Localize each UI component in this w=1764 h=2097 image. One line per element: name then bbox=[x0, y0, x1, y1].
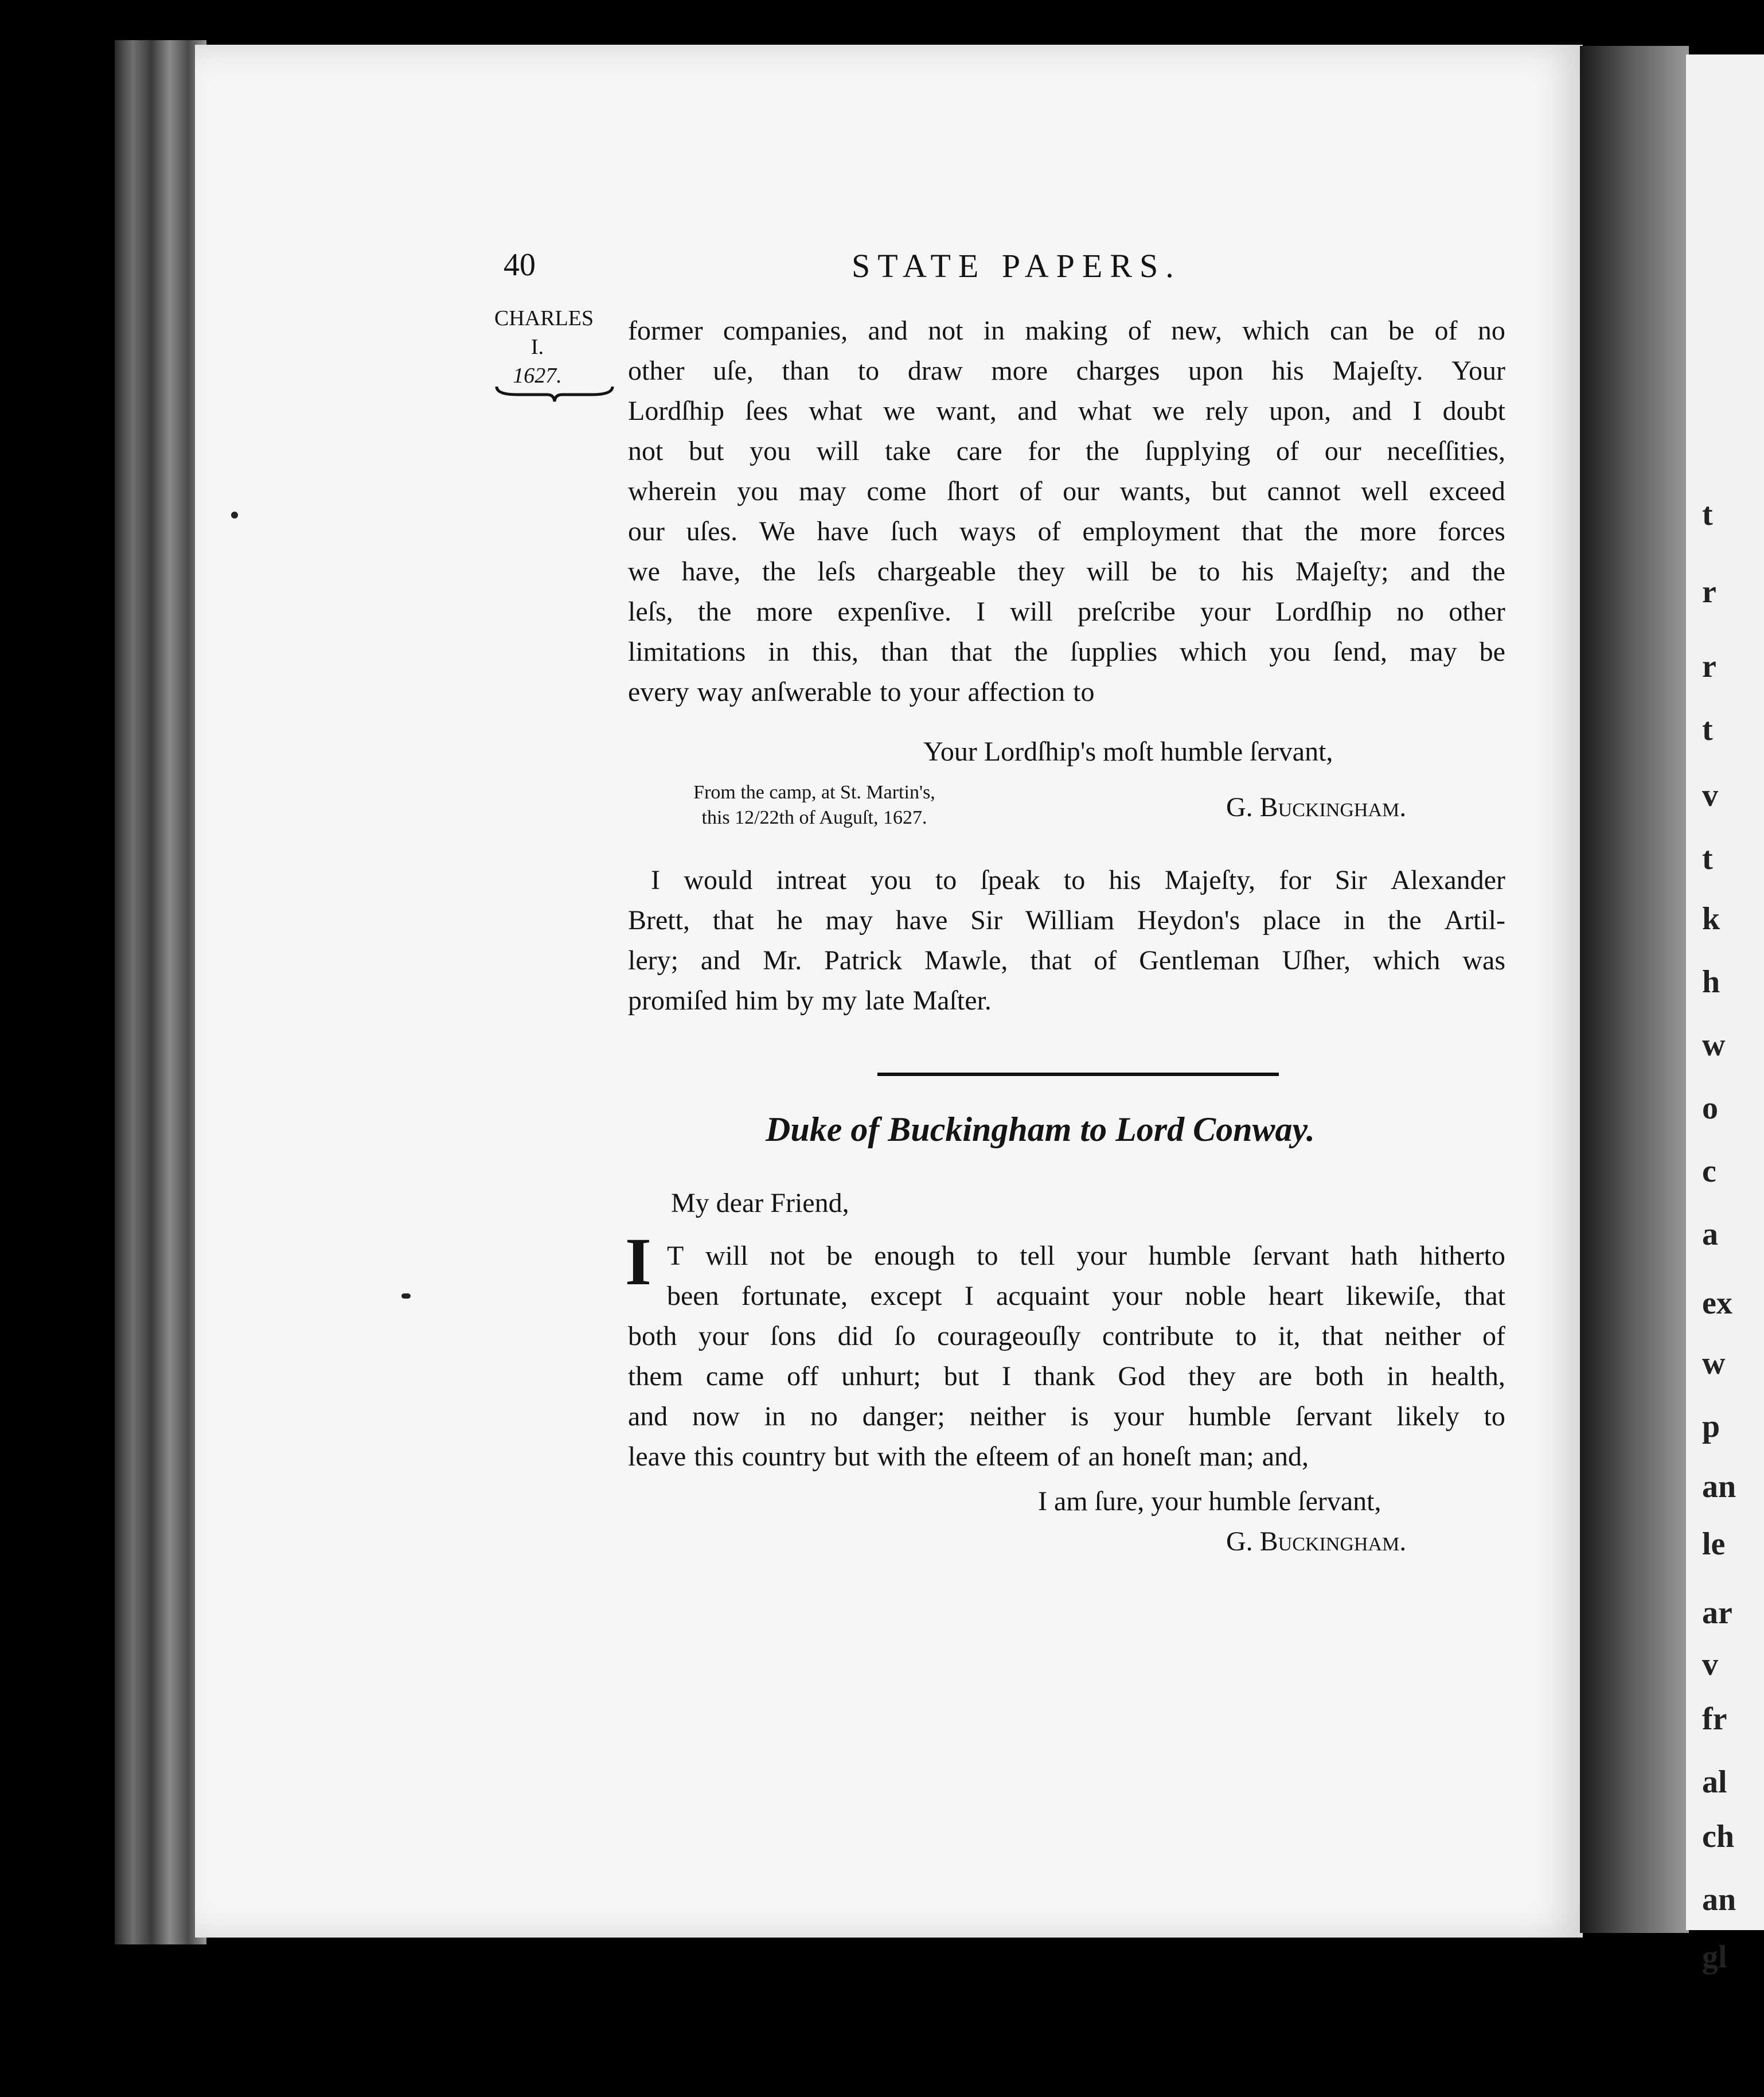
word: new, bbox=[1171, 315, 1222, 346]
word: to bbox=[857, 356, 880, 386]
letter1-signature: G. Buckingham. bbox=[1226, 792, 1407, 823]
facing-page-fragment: a bbox=[1702, 1217, 1718, 1252]
word: promiſed bbox=[628, 985, 728, 1016]
word: except bbox=[870, 1281, 942, 1311]
word: will bbox=[705, 1241, 748, 1271]
word: fortunate, bbox=[741, 1281, 848, 1311]
word: intreat bbox=[776, 865, 847, 895]
word: Gentleman bbox=[1139, 945, 1260, 976]
text-line bbox=[628, 901, 1505, 941]
word: but bbox=[834, 1441, 869, 1472]
word: and bbox=[1017, 396, 1057, 426]
word: God bbox=[1118, 1361, 1166, 1391]
margin-note-year: 1627. bbox=[513, 364, 562, 388]
word: my bbox=[821, 985, 857, 1016]
word: unhurt; bbox=[841, 1361, 921, 1391]
word: will bbox=[1010, 597, 1053, 627]
word: his bbox=[1271, 356, 1304, 386]
word: that bbox=[712, 905, 754, 936]
word: Majeſty; bbox=[1295, 556, 1389, 587]
word: to bbox=[1199, 556, 1220, 587]
word: likely bbox=[1396, 1401, 1459, 1432]
word: to bbox=[1073, 677, 1095, 707]
letter2-signature: G. Buckingham. bbox=[1226, 1526, 1407, 1557]
word: in bbox=[768, 637, 790, 667]
word: of bbox=[1434, 315, 1458, 346]
word: would bbox=[684, 865, 753, 895]
word: have bbox=[895, 905, 948, 936]
word: are bbox=[1258, 1361, 1293, 1391]
letter2-closing: I am ſure, your humble ſervant, bbox=[1038, 1486, 1381, 1517]
word: will bbox=[1086, 556, 1130, 587]
word: I bbox=[1412, 396, 1422, 426]
word: ſo bbox=[894, 1321, 916, 1351]
word: that bbox=[1464, 1281, 1505, 1311]
word: and bbox=[1410, 556, 1450, 587]
word: to bbox=[880, 677, 901, 707]
word: way bbox=[697, 677, 743, 707]
book-gutter bbox=[1580, 46, 1689, 1933]
word: well bbox=[1361, 476, 1408, 506]
word: I bbox=[651, 865, 660, 895]
word: limitations bbox=[628, 637, 746, 667]
facing-page-fragment: ch bbox=[1702, 1819, 1734, 1854]
facing-page-fragment: w bbox=[1702, 1027, 1726, 1063]
margin-note-numeral: I. bbox=[530, 335, 544, 359]
word: Heydon's bbox=[1137, 905, 1240, 936]
word: was bbox=[1462, 945, 1505, 976]
facing-page-fragment: ex bbox=[1702, 1285, 1732, 1321]
word: leſs bbox=[817, 556, 856, 587]
word: Patrick bbox=[824, 945, 903, 976]
word: they bbox=[1017, 556, 1066, 587]
word: the bbox=[697, 597, 732, 627]
word: you bbox=[1269, 637, 1311, 667]
word: which bbox=[1180, 637, 1247, 667]
text-line bbox=[628, 1236, 1505, 1276]
word: be bbox=[1151, 556, 1177, 587]
facing-page-fragment: p bbox=[1702, 1409, 1720, 1444]
facing-page-fragment: al bbox=[1702, 1764, 1727, 1800]
word: of bbox=[1094, 945, 1117, 976]
word: upon, bbox=[1269, 396, 1332, 426]
facing-page-fragment: t bbox=[1702, 712, 1713, 747]
word: former bbox=[628, 315, 703, 346]
word: every bbox=[628, 677, 689, 707]
facing-page-fragment: c bbox=[1702, 1153, 1716, 1189]
word: companies, bbox=[723, 315, 848, 346]
word: which bbox=[1373, 945, 1441, 976]
word: may bbox=[1409, 637, 1457, 667]
word: the bbox=[1086, 436, 1119, 466]
text-line bbox=[628, 391, 1505, 431]
word: uſes. bbox=[686, 516, 738, 547]
word: charges bbox=[1076, 356, 1160, 386]
word: be bbox=[1388, 315, 1415, 346]
word: want, bbox=[936, 396, 997, 426]
word: in bbox=[1343, 905, 1365, 936]
text-line bbox=[628, 941, 1505, 981]
word: is bbox=[1070, 1401, 1089, 1432]
word: likewiſe, bbox=[1346, 1281, 1442, 1311]
facing-page-fragment: fr bbox=[1702, 1701, 1727, 1737]
letter2-body bbox=[628, 1236, 1505, 1477]
word: of bbox=[1057, 1441, 1080, 1472]
word: thank bbox=[1033, 1361, 1095, 1391]
word: leſs, bbox=[628, 597, 673, 627]
letter1-body bbox=[628, 311, 1505, 712]
word: place bbox=[1262, 905, 1321, 936]
word: which bbox=[1242, 315, 1310, 346]
word: to bbox=[1484, 1401, 1505, 1432]
word: no bbox=[1396, 597, 1425, 627]
word: that bbox=[1321, 1321, 1363, 1351]
word: off bbox=[787, 1361, 819, 1391]
word: Brett, bbox=[628, 905, 690, 936]
page-speck bbox=[231, 512, 238, 519]
word: we bbox=[1152, 396, 1185, 426]
word: Uſher, bbox=[1282, 945, 1351, 976]
word: that bbox=[950, 637, 992, 667]
word: Sir bbox=[1334, 865, 1367, 895]
word: than bbox=[782, 356, 830, 386]
word: you bbox=[737, 476, 779, 506]
facing-page-fragment: an bbox=[1702, 1469, 1736, 1504]
word: we bbox=[628, 556, 660, 587]
word: humble bbox=[1188, 1401, 1271, 1432]
word: by bbox=[786, 985, 814, 1016]
word: the bbox=[1472, 556, 1505, 587]
word: more bbox=[991, 356, 1048, 386]
text-line bbox=[628, 1357, 1505, 1397]
word: enough bbox=[874, 1241, 955, 1271]
word: with bbox=[877, 1441, 926, 1472]
word: came bbox=[705, 1361, 764, 1391]
drop-cap: I bbox=[625, 1224, 651, 1299]
word: upon bbox=[1188, 356, 1244, 386]
word: anſwerable bbox=[751, 677, 872, 707]
word: draw bbox=[907, 356, 963, 386]
word: neither bbox=[969, 1401, 1046, 1432]
word: have bbox=[817, 516, 869, 547]
word: we bbox=[883, 396, 916, 426]
facing-page-fragment: v bbox=[1702, 778, 1718, 813]
word: eſteem bbox=[975, 1441, 1049, 1472]
word: Maſter. bbox=[912, 985, 992, 1016]
text-line bbox=[628, 1316, 1505, 1357]
word: doubt bbox=[1442, 396, 1505, 426]
word: both bbox=[628, 1321, 677, 1351]
text-line bbox=[628, 981, 1505, 1021]
word: danger; bbox=[862, 1401, 945, 1432]
word: your bbox=[909, 677, 960, 707]
word: rely bbox=[1205, 396, 1248, 426]
word: forces bbox=[1438, 516, 1505, 547]
word: and, bbox=[1262, 1441, 1309, 1472]
text-line bbox=[628, 552, 1505, 592]
word: honeſt bbox=[1122, 1441, 1191, 1472]
word: courageouſly bbox=[937, 1321, 1081, 1351]
word: that bbox=[1030, 945, 1072, 976]
text-line bbox=[628, 512, 1505, 552]
word: our bbox=[1063, 476, 1100, 506]
word: making bbox=[1025, 315, 1108, 346]
word: ſhort bbox=[947, 476, 999, 506]
word: other bbox=[628, 356, 685, 386]
word: Sir bbox=[970, 905, 1003, 936]
word: I bbox=[964, 1281, 974, 1311]
running-head: STATE PAPERS. bbox=[852, 247, 1181, 284]
word: him bbox=[735, 985, 778, 1016]
section-rule bbox=[877, 1073, 1279, 1076]
facing-page-fragment: r bbox=[1702, 649, 1716, 684]
word: leave bbox=[628, 1441, 686, 1472]
word: it, bbox=[1278, 1321, 1301, 1351]
word: acquaint bbox=[996, 1281, 1090, 1311]
word: Lordſhip bbox=[628, 396, 724, 426]
word: cannot bbox=[1267, 476, 1341, 506]
word: did bbox=[837, 1321, 873, 1351]
postscript-body bbox=[628, 860, 1505, 1021]
word: of bbox=[1482, 1321, 1505, 1351]
word: they bbox=[1188, 1361, 1236, 1391]
word: heart bbox=[1268, 1281, 1324, 1311]
word: ſupplies bbox=[1070, 637, 1158, 667]
word: wherein bbox=[628, 476, 717, 506]
word: of bbox=[1019, 476, 1043, 506]
letter1-dateline bbox=[654, 780, 975, 831]
word: country bbox=[741, 1441, 826, 1472]
word: preſcribe bbox=[1078, 597, 1176, 627]
text-line bbox=[628, 1276, 1505, 1316]
letter2-title: Duke of Buckingham to Lord Conway. bbox=[766, 1110, 1315, 1148]
facing-page-fragment: k bbox=[1702, 901, 1720, 937]
word: that bbox=[1242, 516, 1283, 547]
word: to bbox=[1063, 865, 1086, 895]
word: neceſſities, bbox=[1387, 436, 1505, 466]
word: your bbox=[1200, 597, 1251, 627]
word: to bbox=[977, 1241, 998, 1271]
word: now bbox=[692, 1401, 740, 1432]
page-speck bbox=[401, 1293, 411, 1299]
margin-note bbox=[494, 304, 594, 390]
word: Mr. bbox=[763, 945, 802, 976]
text-line bbox=[628, 672, 1505, 712]
facing-page-fragment: o bbox=[1702, 1090, 1718, 1126]
word: of bbox=[1127, 315, 1151, 346]
facing-page-fragment: le bbox=[1702, 1526, 1726, 1562]
dateline-date: this 12/22th of Auguſt, 1627. bbox=[701, 807, 927, 828]
word: Majeſty. bbox=[1332, 356, 1423, 386]
word: no bbox=[810, 1401, 838, 1432]
word: he bbox=[776, 905, 803, 936]
word: ſees bbox=[745, 396, 789, 426]
word: care bbox=[956, 436, 1002, 466]
word: ſupplying bbox=[1145, 436, 1251, 466]
facing-page-fragment: t bbox=[1702, 841, 1713, 876]
word: T bbox=[667, 1241, 684, 1271]
word: in bbox=[983, 315, 1005, 346]
word: and bbox=[700, 945, 741, 976]
word: an bbox=[1088, 1441, 1114, 1472]
word: affection bbox=[967, 677, 1066, 707]
facing-page-fragment: v bbox=[1702, 1647, 1718, 1682]
word: of bbox=[1037, 516, 1061, 547]
margin-brace bbox=[494, 384, 615, 404]
word: neither bbox=[1384, 1321, 1461, 1351]
word: our bbox=[1324, 436, 1361, 466]
facing-page-fragment: an bbox=[1702, 1882, 1736, 1917]
word: more bbox=[1360, 516, 1416, 547]
letter1-closing: Your Lordſhip's moſt humble ſervant, bbox=[923, 736, 1333, 767]
word: ſpeak bbox=[980, 865, 1040, 895]
word: in bbox=[764, 1401, 786, 1432]
word: humble bbox=[1148, 1241, 1231, 1271]
word: for bbox=[1279, 865, 1312, 895]
word: can bbox=[1329, 315, 1368, 346]
text-line bbox=[628, 471, 1505, 512]
word: and bbox=[628, 1401, 668, 1432]
word: but bbox=[1211, 476, 1247, 506]
facing-page-fragment: t bbox=[1702, 497, 1713, 532]
word: tell bbox=[1020, 1241, 1055, 1271]
text-line bbox=[628, 860, 1505, 901]
margin-note-reign: CHARLES bbox=[494, 306, 594, 330]
word: not bbox=[928, 315, 963, 346]
word: Majeſty, bbox=[1164, 865, 1256, 895]
word: have, bbox=[681, 556, 741, 587]
word: may bbox=[825, 905, 873, 936]
page-number: 40 bbox=[504, 247, 536, 283]
word: other bbox=[1449, 597, 1505, 627]
word: you bbox=[750, 436, 791, 466]
word: expenſive. bbox=[837, 597, 951, 627]
facing-page-fragment: w bbox=[1702, 1346, 1726, 1381]
text-line bbox=[628, 592, 1505, 632]
word: this bbox=[694, 1441, 734, 1472]
word: the bbox=[1014, 637, 1048, 667]
word: and bbox=[868, 315, 908, 346]
word: come bbox=[867, 476, 927, 506]
word: the bbox=[934, 1441, 968, 1472]
word: late bbox=[865, 985, 905, 1016]
word: both bbox=[1315, 1361, 1364, 1391]
word: the bbox=[762, 556, 796, 587]
word: contribute bbox=[1102, 1321, 1214, 1351]
facing-page-fragment: h bbox=[1702, 964, 1720, 1000]
letter2-salutation: My dear Friend, bbox=[671, 1188, 849, 1218]
word: your bbox=[698, 1321, 749, 1351]
word: ways bbox=[959, 516, 1016, 547]
word: no bbox=[1477, 315, 1505, 346]
word: what bbox=[1078, 396, 1132, 426]
text-line bbox=[628, 351, 1505, 391]
word: wants, bbox=[1119, 476, 1191, 506]
text-line bbox=[628, 1437, 1505, 1477]
word: not bbox=[770, 1241, 805, 1271]
word: you bbox=[870, 865, 912, 895]
word: his bbox=[1242, 556, 1274, 587]
word: William bbox=[1025, 905, 1115, 936]
word: I bbox=[976, 597, 986, 627]
word: ſend, bbox=[1333, 637, 1387, 667]
word: our bbox=[628, 516, 665, 547]
word: will bbox=[816, 436, 860, 466]
word: this, bbox=[811, 637, 858, 667]
text-line bbox=[628, 311, 1505, 351]
word: more bbox=[756, 597, 813, 627]
word: of bbox=[1276, 436, 1299, 466]
word: hitherto bbox=[1419, 1241, 1505, 1271]
word: man; bbox=[1199, 1441, 1254, 1472]
text-line bbox=[628, 1397, 1505, 1437]
word: been bbox=[667, 1281, 719, 1311]
word: but bbox=[689, 436, 724, 466]
word: Alexander bbox=[1391, 865, 1505, 895]
facing-page-edge bbox=[1686, 54, 1764, 1975]
book-spine-left bbox=[115, 40, 206, 1944]
dateline-place: From the camp, at St. Martin's, bbox=[693, 782, 935, 803]
word: and bbox=[1352, 396, 1392, 426]
word: what bbox=[809, 396, 863, 426]
word: ſervant bbox=[1252, 1241, 1329, 1271]
word: I bbox=[1001, 1361, 1011, 1391]
word: ſons bbox=[770, 1321, 817, 1351]
word: ſervant bbox=[1295, 1401, 1372, 1432]
facing-page-fragment: ar bbox=[1702, 1595, 1732, 1631]
word: uſe, bbox=[713, 356, 754, 386]
word: not bbox=[628, 436, 664, 466]
text-line bbox=[628, 632, 1505, 672]
word: Lordſhip bbox=[1275, 597, 1372, 627]
word: his bbox=[1109, 865, 1141, 895]
word: your bbox=[1076, 1241, 1127, 1271]
word: your bbox=[1111, 1281, 1162, 1311]
word: your bbox=[1113, 1401, 1164, 1432]
word: Your bbox=[1451, 356, 1505, 386]
word: to bbox=[1235, 1321, 1257, 1351]
word: may bbox=[799, 476, 846, 506]
facing-page-fragment: r bbox=[1702, 574, 1716, 610]
word: noble bbox=[1185, 1281, 1246, 1311]
word: the bbox=[1388, 905, 1422, 936]
word: health, bbox=[1431, 1361, 1505, 1391]
word: lery; bbox=[628, 945, 678, 976]
word: Mawle, bbox=[924, 945, 1008, 976]
word: be bbox=[826, 1241, 853, 1271]
word: hath bbox=[1351, 1241, 1398, 1271]
word: than bbox=[880, 637, 928, 667]
text-line bbox=[628, 431, 1505, 471]
word: to bbox=[935, 865, 957, 895]
word: them bbox=[628, 1361, 683, 1391]
word: Artil- bbox=[1444, 905, 1505, 936]
word: We bbox=[759, 516, 795, 547]
word: be bbox=[1479, 637, 1505, 667]
word: in bbox=[1387, 1361, 1408, 1391]
word: for bbox=[1028, 436, 1060, 466]
word: but bbox=[943, 1361, 979, 1391]
word: employment bbox=[1082, 516, 1220, 547]
word: ſuch bbox=[890, 516, 938, 547]
word: chargeable bbox=[877, 556, 996, 587]
facing-page-fragment: gl bbox=[1702, 1939, 1727, 1975]
word: exceed bbox=[1429, 476, 1505, 506]
word: the bbox=[1304, 516, 1338, 547]
word: take bbox=[885, 436, 931, 466]
